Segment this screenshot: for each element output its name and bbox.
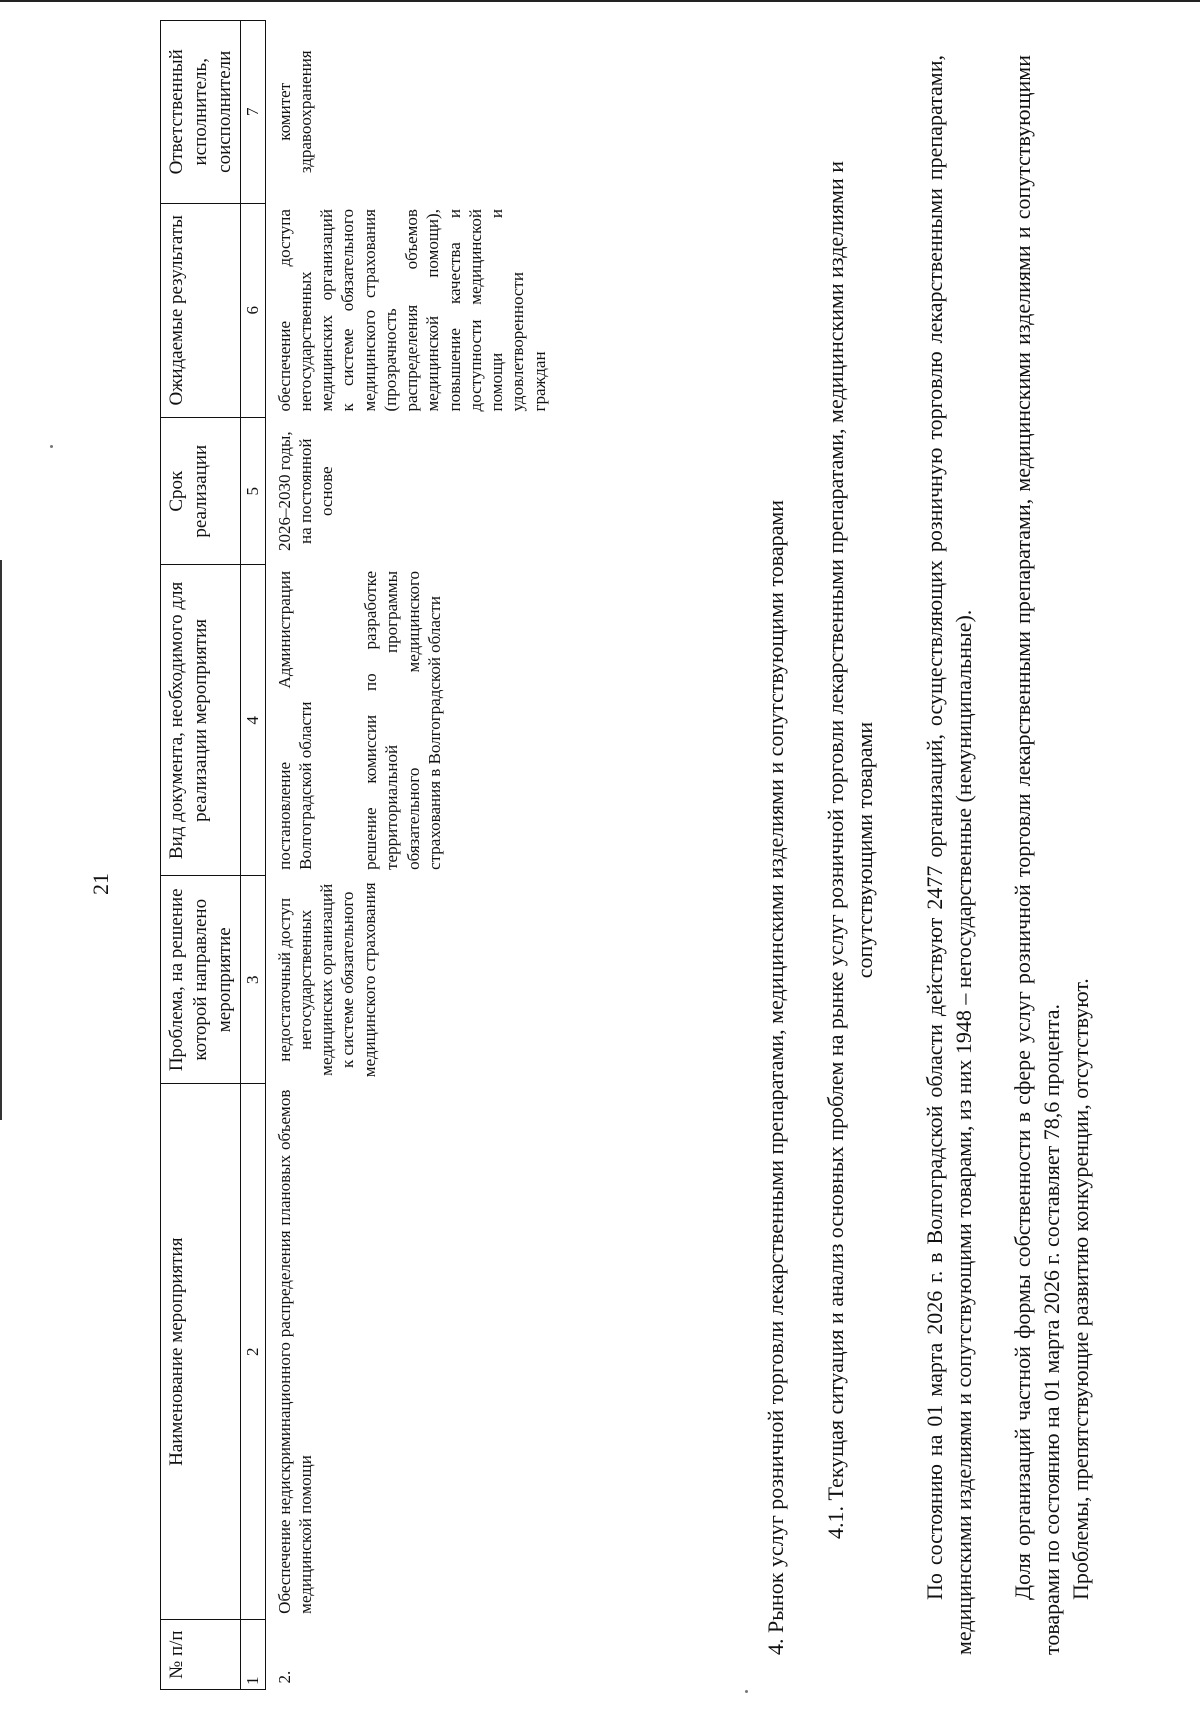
paragraph-problems: Проблемы, препятствующие развитию конкуренции, отсутствуют.: [1068, 978, 1093, 1600]
row-term: 2026–2030 годы, на постоянной основе: [274, 431, 336, 552]
column-numbers-row: [241, 21, 265, 1690]
row-document-1: постановление Администрации Волгоградской области: [274, 570, 315, 870]
section-heading-4: 4. Рынок услуг розничной торговли лекарственными препаратами, медицинскими изделиями и сопутствующими товарами: [763, 499, 788, 1655]
header-num: № п/п: [161, 1620, 241, 1690]
measures-table: [160, 20, 558, 1690]
header-term: Срок реализации: [161, 418, 241, 565]
row-document-2: решение комиссии по разработке территориальной программы обязательного медицинского страхования в Волгоградской области: [361, 570, 444, 870]
column-number: 5: [241, 418, 265, 565]
column-number: 3: [241, 876, 265, 1084]
section-heading-4-1: 4.1. Текущая ситуация и анализ основных проблем на рынке услуг розничной торговли лекарственными препаратами, медицинскими изделиями и сопутствующими товарами: [823, 160, 877, 1540]
header-responsible: Ответственный исполнитель, соисполнители: [161, 21, 241, 204]
row-problem: недостаточный доступ негосударственных медицинских организаций к системе обязательного медицинского страхования: [274, 882, 379, 1078]
page-number: 21: [88, 873, 113, 895]
header-results: Ожидаемые результаты: [161, 203, 241, 417]
header-document: Вид документа, необходимого для реализации мероприятия: [161, 565, 241, 876]
paragraph-organizations: По состоянию на 01 марта 2026 г. в Волгоградской области действуют 2477 организаций, осуществляющих розничную торговлю лекарственными препаратами, медицинскими изделиями и сопутствующими товарами, из них 1948 – негосударственные (немуниципальные).: [922, 55, 977, 1655]
column-number: 1: [241, 1620, 265, 1690]
table-header-row: [161, 21, 241, 1690]
row-measure-name: Обеспечение недискриминационного распределения плановых объемов медицинской помощи: [274, 1089, 315, 1614]
table-row: [265, 21, 558, 1690]
paragraph-private-share: Доля организаций частной формы собственности в сфере услуг розничной торговли лекарственными препаратами, медицинскими изделиями и сопутствующими товарами по состоянию на 01 марта 2026 г. составляет 78,6 процента.: [1010, 55, 1065, 1655]
column-number: 7: [241, 21, 265, 204]
column-number: 2: [241, 1084, 265, 1620]
row-document: [265, 565, 558, 876]
header-name: Наименование мероприятия: [161, 1084, 241, 1620]
header-problem: Проблема, на решение которой направлено мероприятие: [161, 876, 241, 1084]
column-number: 6: [241, 203, 265, 417]
row-responsible: комитет здравоохранения: [274, 50, 315, 174]
row-number: 2.: [274, 1670, 294, 1684]
row-results: обеспечение доступа негосударственных медицинских организаций к системе обязательного медицинского страхования (прозрачность распределения объемов медицинской помощи), повышение качества и доступности медицинской помощи и удовлетворенности граждан: [274, 209, 549, 412]
column-number: 4: [241, 565, 265, 876]
